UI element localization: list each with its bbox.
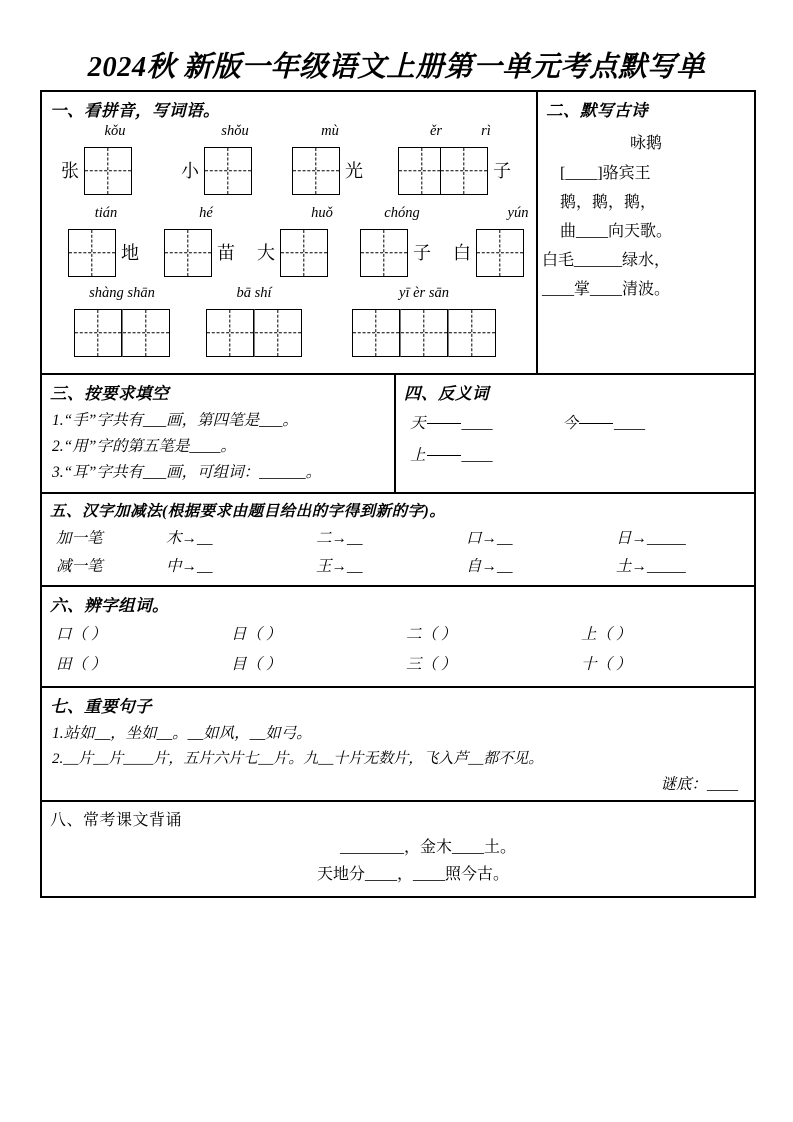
- pinyin-label: yún: [507, 205, 529, 221]
- hanzi-prefix: 大: [257, 243, 275, 263]
- section-6-heading: 六、辨字组词。: [50, 596, 169, 615]
- pinyin-label: mù: [321, 123, 339, 139]
- section-4-heading: 四、反义词: [404, 384, 489, 403]
- stroke-cell[interactable]: 口→__: [466, 530, 513, 547]
- pinyin-label: huǒ: [311, 205, 333, 221]
- section-6: [42, 587, 754, 688]
- dash-connector: [579, 423, 613, 424]
- pinyin-label: ěr: [429, 123, 443, 139]
- pinyin-label: rì: [481, 123, 491, 139]
- tianzige-box[interactable]: [292, 147, 340, 195]
- hanzi-prefix: 白: [453, 243, 471, 263]
- pinyin-label: shàng shān: [89, 285, 155, 301]
- antonym-row: [396, 406, 754, 438]
- tianzige-group[interactable]: [206, 309, 302, 357]
- tianzige-box[interactable]: [74, 309, 122, 357]
- hanzi-suffix: 苗: [217, 243, 235, 263]
- word-build-row: [42, 648, 754, 678]
- section-3-heading: 三、按要求填空: [50, 384, 169, 403]
- tianzige-box[interactable]: [400, 309, 448, 357]
- pinyin-item: [440, 123, 552, 195]
- hanzi-prefix: 张: [61, 161, 79, 181]
- hanzi-suffix: 子: [493, 161, 511, 181]
- section-7: [42, 688, 754, 802]
- tianzige-group[interactable]: [352, 309, 496, 357]
- tianzige-box[interactable]: [448, 309, 496, 357]
- tianzige-box[interactable]: [68, 229, 116, 277]
- word-build-cell[interactable]: 目（ ）: [231, 656, 282, 673]
- pinyin-label: tián: [94, 205, 118, 221]
- dash-connector: [427, 455, 461, 456]
- antonym-blank[interactable]: ____: [461, 415, 493, 432]
- tianzige-box[interactable]: [122, 309, 170, 357]
- stroke-cell[interactable]: 中→__: [166, 558, 213, 575]
- tianzige-box[interactable]: [204, 147, 252, 195]
- tianzige-box[interactable]: [206, 309, 254, 357]
- poem-title: 咏鹅: [629, 135, 662, 152]
- antonym-word: 上: [410, 447, 426, 464]
- section-7-item: 2.__片__片____片，五片六片七__片。九__十片无数片，飞入芦__都不见。: [52, 751, 544, 767]
- pinyin-label: chóng: [384, 205, 420, 221]
- pinyin-label: hé: [199, 205, 213, 221]
- tianzige-box[interactable]: [352, 309, 400, 357]
- section-7-heading: 七、重要句子: [50, 697, 152, 716]
- add-stroke-row: [42, 523, 754, 551]
- tianzige-box[interactable]: [440, 147, 488, 195]
- pinyin-item: [292, 123, 404, 195]
- section-3-item: 1.“手”字共有___画，第四笔是___。: [52, 412, 298, 429]
- stroke-cell[interactable]: 二→__: [316, 530, 363, 547]
- section-5: [42, 494, 754, 587]
- word-build-cell[interactable]: 田（ ）: [56, 656, 107, 673]
- pinyin-item: [352, 285, 496, 357]
- pinyin-item: [448, 205, 560, 277]
- row-label: 加一笔: [56, 530, 103, 547]
- pinyin-item: [56, 123, 174, 195]
- pinyin-item: [176, 123, 294, 195]
- pinyin-label: shǒu: [221, 123, 249, 139]
- stroke-cell[interactable]: 自→__: [466, 558, 513, 575]
- riddle-answer-label[interactable]: 谜底：____: [660, 776, 738, 793]
- word-build-cell[interactable]: 日（ ）: [231, 626, 282, 643]
- antonym-word: 今: [562, 415, 579, 432]
- antonym-row: [396, 438, 754, 470]
- antonym-blank[interactable]: ____: [461, 447, 493, 464]
- pinyin-label: kǒu: [104, 123, 126, 139]
- pinyin-label: bā shí: [236, 285, 272, 301]
- worksheet-table: [40, 90, 756, 898]
- band-three-four: [42, 375, 754, 494]
- tianzige-box[interactable]: [164, 229, 212, 277]
- section-5-heading: 五、汉字加减法(根据要求由题目给出的字得到新的字)。: [50, 503, 446, 520]
- section-7-item: 1.站如__，坐如__。__如风，__如弓。: [52, 725, 312, 742]
- word-build-cell[interactable]: 二（ ）: [406, 626, 457, 643]
- pinyin-label: yī èr sān: [399, 285, 449, 301]
- stroke-cell[interactable]: 木→__: [166, 530, 213, 547]
- page-title: 2024秋 新版一年级语文上册第一单元考点默写单: [87, 52, 706, 83]
- tianzige-box[interactable]: [280, 229, 328, 277]
- tianzige-box[interactable]: [84, 147, 132, 195]
- recitation-line: 天地分____，____照今古。: [316, 866, 509, 883]
- band-one-two: [42, 92, 754, 375]
- poem-line: 鹅，鹅，鹅，: [560, 194, 657, 211]
- poem-line: 白毛______绿水，: [542, 252, 671, 269]
- word-build-cell[interactable]: 十（ ）: [581, 656, 632, 673]
- poem-line: [____]骆宾王: [560, 165, 651, 182]
- section-8: [42, 802, 754, 896]
- hanzi-suffix: 光: [345, 161, 363, 181]
- section-4: [396, 375, 754, 492]
- pinyin-row-3: [42, 285, 536, 367]
- remove-stroke-row: [42, 551, 754, 579]
- pinyin-item: [74, 285, 170, 357]
- tianzige-box[interactable]: [360, 229, 408, 277]
- hanzi-suffix: 地: [121, 243, 139, 263]
- pinyin-row-2: [42, 205, 536, 285]
- row-label: 减一笔: [56, 558, 103, 575]
- section-3: [42, 375, 396, 492]
- dash-connector: [427, 423, 461, 424]
- tianzige-box[interactable]: [254, 309, 302, 357]
- word-build-cell[interactable]: 口（ ）: [56, 626, 107, 643]
- section-3-item: 2.“用”字的第五笔是____。: [52, 438, 236, 455]
- section-1-heading: 一、看拼音，写词语。: [50, 101, 220, 120]
- tianzige-group[interactable]: [74, 309, 170, 357]
- antonym-blank[interactable]: ____: [614, 415, 646, 432]
- hanzi-prefix: 小: [181, 161, 199, 181]
- poem-line: ____掌____清波。: [542, 281, 671, 298]
- word-build-cell[interactable]: 三（ ）: [406, 656, 457, 673]
- poem-line: 曲____向天歌。: [560, 223, 673, 240]
- stroke-cell[interactable]: 土→_____: [616, 558, 686, 575]
- pinyin-item: [206, 285, 302, 357]
- pinyin-item: [252, 205, 364, 277]
- word-build-cell[interactable]: 上（ ）: [581, 626, 632, 643]
- pinyin-row-1: [42, 123, 536, 205]
- tianzige-box[interactable]: [398, 147, 446, 195]
- section-8-heading: 八、常考课文背诵: [50, 812, 183, 829]
- word-build-row: [42, 618, 754, 648]
- antonym-word: 天: [410, 415, 426, 432]
- stroke-cell[interactable]: 日→_____: [616, 530, 686, 547]
- section-2-heading: 二、默写古诗: [546, 101, 648, 120]
- section-1: [42, 92, 538, 373]
- recitation-line: ________，金木____土。: [339, 839, 516, 856]
- tianzige-box[interactable]: [476, 229, 524, 277]
- stroke-cell[interactable]: 王→__: [316, 558, 363, 575]
- section-3-item: 3.“耳”字共有___画，可组词：______。: [52, 464, 322, 481]
- hanzi-suffix: 子: [413, 243, 431, 263]
- section-2: [538, 92, 754, 373]
